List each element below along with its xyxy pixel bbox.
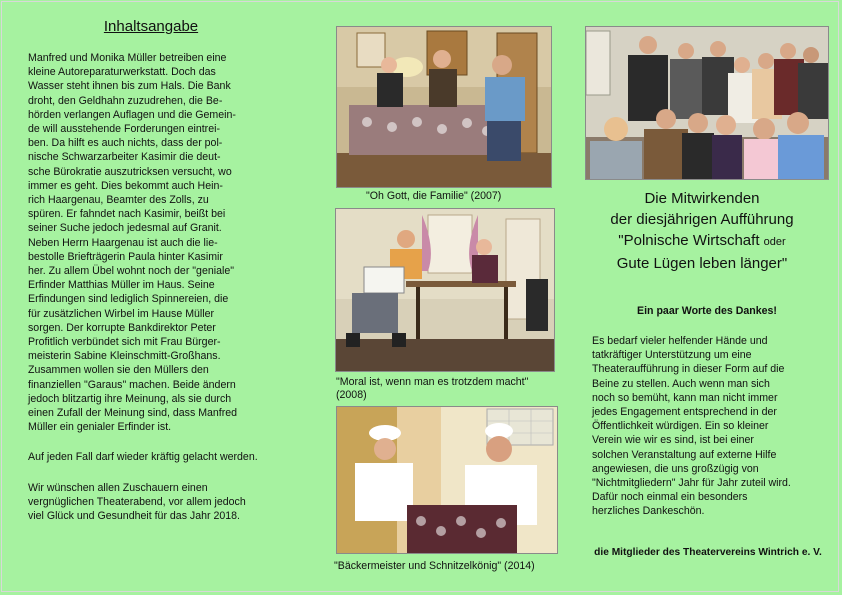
synopsis-title: Inhaltsangabe [103, 18, 199, 35]
thanks-line: angewiesen, die uns großzügig von [592, 462, 759, 475]
synopsis-line: Wasser steht ihnen bis zum Hals. Die Bank [28, 80, 231, 93]
photo-2-caption-line2: (2008) [336, 389, 367, 401]
photo-cast-group [585, 26, 829, 180]
wishes-line: vergnüglichen Theaterabend, vor allem jedoch [28, 495, 246, 508]
synopsis-line: de will ausstehende Forderungen eintrei- [28, 123, 220, 136]
synopsis-line: droht, den Geldhahn zuzudrehen, die Be- [28, 94, 223, 107]
synopsis-line: Profitlich verbündet sich mit Frau Bürger- [28, 336, 221, 349]
thanks-line: noch so bemüht, kann man nicht immer [592, 391, 778, 404]
thanks-line: Theateraufführung in dieser Form auf die [592, 363, 785, 376]
synopsis-line: einen Zufall der Meinung sind, dass Manfred [28, 407, 238, 420]
cast-title-line4: Gute Lügen leben länger" [616, 255, 788, 272]
synopsis-text [28, 51, 274, 434]
thanks-line: Es bedarf vieler helfender Hände und [592, 335, 768, 347]
synopsis-line: sche Bürokratie auszutricksen versucht, wo [28, 165, 232, 178]
thanks-line: "Nichtmitgliedern" Jahr für Jahr zuteil wird. [592, 477, 791, 490]
play-title-main: "Polnische Wirtschaft [618, 232, 760, 249]
photo-baeckermeister [336, 406, 558, 554]
wishes-line: viel Glück und Gesundheit für das Jahr 2018. [28, 510, 240, 523]
wishes-line: Wir wünschen allen Zuschauern einen [28, 481, 208, 494]
synopsis-line: meisterin Sabine Kleinschmitt-Großhans. [28, 350, 221, 363]
cast-title [592, 188, 812, 274]
thanks-line: Dafür noch einmal ein besonders [592, 491, 748, 504]
synopsis-column [28, 18, 274, 535]
thanks-line: tatkräftiger Unterstützung um eine [592, 349, 752, 362]
photo-2-caption-line1: "Moral ist, wenn man es trotzdem macht" [336, 376, 529, 388]
thanks-line: solchen Veranstaltung auf externe Hilfe [592, 448, 777, 461]
thanks-line: Verein wie wir es sind, ist bei einer [592, 434, 754, 447]
thanks-line: herzliches Dankeschön. [592, 505, 705, 518]
thanks-line: Öffentlichkeit würdigen. Ein so kleiner [592, 420, 769, 433]
synopsis-line: immer es geht. Dies bekommt auch Hein- [28, 179, 223, 192]
synopsis-line: Neben Herrn Haargenau ist auch die lie- [28, 236, 218, 249]
photo-oh-gott-die-familie [336, 26, 552, 188]
synopsis-line: für zusätzlichen Wirbel im Hause Müller [28, 307, 215, 320]
synopsis-line: Müller ein genialer Erfinder ist. [28, 421, 172, 434]
photo-2-caption [336, 376, 528, 402]
synopsis-line: jedoch blitzartig ihre Meinung, als sie durch [28, 392, 232, 405]
laugh-note: Auf jeden Fall darf wieder kräftig gelacht werden. [28, 451, 258, 464]
synopsis-line: kleine Autoreparaturwerkstatt. Doch das [28, 66, 216, 79]
synopsis-line: spüren. Er fahndet nach Kasimir, beißt bei [28, 208, 226, 221]
wishes-text [28, 481, 274, 524]
synopsis-line: nische Schwarzarbeiter Kasimir die deut- [28, 151, 221, 164]
cast-title-line2: der diesjährigen Aufführung [610, 211, 794, 228]
thanks-signature: die Mitglieder des Theatervereins Wintrich e. V. [594, 547, 822, 558]
synopsis-line: bestolle Briefträgerin Paula hinter Kasimir [28, 250, 223, 263]
synopsis-line: Manfred und Monika Müller betreiben eine [28, 52, 227, 64]
cast-title-line3 [592, 230, 812, 253]
synopsis-line: Erfindungen sind lediglich Spinnereien, die [28, 293, 229, 306]
synopsis-line: Erfinder Matthias Müller im Haus. Seine [28, 279, 215, 292]
thanks-line: jedes Engagement entsprechend in der [592, 406, 777, 419]
photo-moral-ist [335, 208, 555, 372]
synopsis-line: finanziellen "Garaus" machen. Beide ändern [28, 378, 236, 391]
thanks-text [592, 334, 824, 519]
synopsis-line: ben. Da hilft es auch nichts, dass der pol- [28, 137, 223, 150]
thanks-heading: Ein paar Worte des Dankes! [637, 305, 777, 317]
synopsis-line: her. Zu allem Übel wohnt noch der "geniale" [28, 265, 234, 278]
synopsis-line: seiner Suche jedoch jedesmal auf Granit. [28, 222, 222, 235]
synopsis-line: sorgen. Der korrupte Bankdirektor Peter [28, 321, 216, 334]
synopsis-line: rich Haargenau, Beamter des Zolls, zu [28, 194, 209, 207]
synopsis-line: Zusammen wollen sie den Müllers den [28, 364, 209, 377]
photo-3-caption: "Bäckermeister und Schnitzelkönig" (2014) [334, 560, 535, 572]
photo-1-caption: "Oh Gott, die Familie" (2007) [366, 190, 502, 202]
cast-title-line1: Die Mitwirkenden [644, 190, 760, 207]
thanks-line: Beine zu stellen. Auch wenn man sich [592, 377, 770, 390]
synopsis-line: hörden verlangen Auflagen und die Gemein- [28, 108, 236, 121]
play-title-oder: oder [763, 236, 786, 248]
